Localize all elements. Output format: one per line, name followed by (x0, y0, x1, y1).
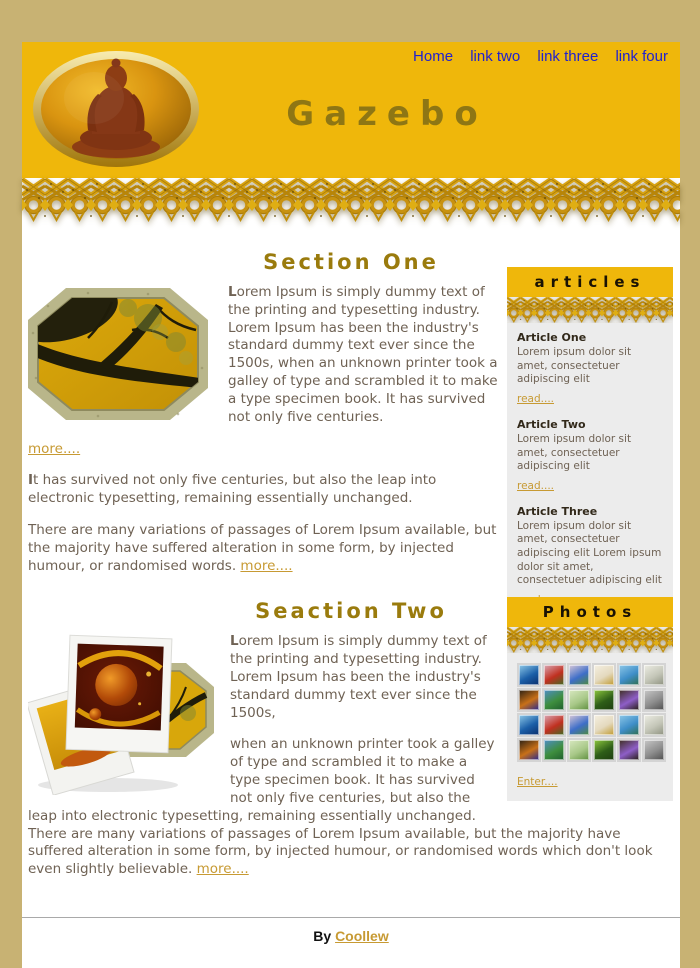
article-text: Lorem ipsum dolor sit amet, consectetuer adipiscing elit (517, 346, 632, 386)
photo-thumb-green-frog[interactable] (567, 738, 591, 762)
section-one-heading: Section One (263, 250, 439, 274)
nav-link-four[interactable]: link four (615, 48, 668, 65)
section-two-heading: Seaction Two (255, 599, 447, 624)
photo-thumb-lake-landscape[interactable] (617, 713, 641, 737)
photo-thumb-winter-trees[interactable] (642, 738, 666, 762)
photo-thumb-pond-leaves[interactable] (542, 688, 566, 712)
byline-prefix: By (313, 927, 332, 944)
photo-thumb-star-ornament[interactable] (567, 663, 591, 687)
photos-box (507, 597, 673, 801)
articles-box (507, 267, 673, 631)
footer (22, 893, 680, 954)
byline (22, 924, 680, 954)
photo-thumb-green-frog[interactable] (567, 688, 591, 712)
photo-thumb-night-fountain[interactable] (517, 738, 541, 762)
photo-thumb-white-blossoms[interactable] (642, 663, 666, 687)
site-title: Gazebo (286, 94, 488, 134)
nav-link-three[interactable]: link three (537, 48, 599, 65)
polaroid-stack-photo (28, 633, 218, 795)
section-one (22, 284, 502, 575)
articles-heading: articles (507, 267, 673, 297)
more-link-2[interactable]: more.... (240, 557, 293, 574)
photo-thumb-pond-leaves[interactable] (542, 738, 566, 762)
article-item (517, 505, 663, 607)
section-two-para-2: when an unknown printer took a galley of type and scrambled it to make a type specimen book. It has survived not only five centuries, but also the leap into electronic typesetting, remaining essentially unchanged. There are many variations of passages of Lorem Ipsum available, but the majority have suffered alteration in some form, by injected humour, or randomised words which don't look even slightly believable. more.... (28, 736, 653, 878)
photo-thumb-red-apple[interactable] (542, 713, 566, 737)
articles-lace-border (507, 297, 673, 323)
article-title: Article One (517, 331, 587, 344)
photo-thumb-night-fountain[interactable] (517, 688, 541, 712)
article-item (517, 331, 663, 406)
photo-thumb-clover-leaves[interactable] (592, 688, 616, 712)
photos-lace-border (507, 627, 673, 653)
author-link[interactable]: Coollew (335, 927, 389, 944)
photo-thumb-purple-flower[interactable] (617, 688, 641, 712)
article-title: Article Two (517, 417, 586, 431)
article-item (517, 418, 663, 493)
article-text: Lorem ipsum dolor sit amet, consectetuer adipiscing elit (517, 432, 632, 473)
photo-thumb-winter-trees[interactable] (642, 688, 666, 712)
footer-divider (22, 917, 680, 918)
header (22, 42, 680, 178)
photo-thumb-gold-stem[interactable] (592, 713, 616, 737)
photo-thumb-white-blossoms[interactable] (642, 713, 666, 737)
read-link-1[interactable]: read.... (517, 392, 554, 405)
section-two-para-1: Lorem Ipsum is simply dummy text of the printing and typesetting industry. Lorem Ipsum has been the industry's standard dummy text ever since the 1500s, (230, 633, 487, 721)
section-one-para-2: It has survived not only five centuries, but also the leap into electronic typesetting, remaining essentially unchanged. (28, 472, 437, 507)
nav-link-two[interactable]: link two (470, 48, 521, 65)
photo-thumb-lake-landscape[interactable] (617, 663, 641, 687)
photo-thumb-star-ornament[interactable] (567, 713, 591, 737)
photo-thumb-gold-stem[interactable] (592, 663, 616, 687)
enter-link[interactable]: Enter.... (517, 776, 558, 788)
photos-heading: Photos (507, 597, 673, 627)
article-text: Lorem ipsum dolor sit amet, consectetuer adipiscing elit Lorem ipsum dolor sit amet, consectetuer adipiscing elit (517, 519, 662, 587)
main-area (22, 224, 680, 879)
page-content (22, 42, 680, 968)
more-link-3[interactable]: more.... (196, 861, 249, 878)
photo-grid (517, 663, 663, 762)
read-link-2[interactable]: read.... (517, 479, 554, 492)
photo-thumb-clover-leaves[interactable] (592, 738, 616, 762)
main-nav (400, 48, 668, 65)
photo-thumb-ocean-wave[interactable] (517, 663, 541, 687)
lace-border (22, 178, 680, 224)
section-one-para-3: There are many variations of passages of Lorem Ipsum available, but the majority have suffered alteration in some form, by injected humour, or randomised words. more.... (28, 521, 497, 574)
more-link-1[interactable]: more.... (28, 440, 81, 457)
tree-canopy-photo (28, 288, 208, 420)
article-title: Article Three (517, 504, 598, 518)
photo-thumb-purple-flower[interactable] (617, 738, 641, 762)
photo-thumb-ocean-wave[interactable] (517, 713, 541, 737)
photo-thumb-red-apple[interactable] (542, 663, 566, 687)
section-one-para-1: Lorem Ipsum is simply dummy text of the printing and typesetting industry. Lorem Ipsum has been the industry's standard dummy text ever since the 1500s, when an unknown printer took a galley of type and scrambled it to make a type specimen book. It has survived not only five centuries. (228, 284, 498, 425)
nav-home[interactable]: Home (413, 48, 454, 65)
